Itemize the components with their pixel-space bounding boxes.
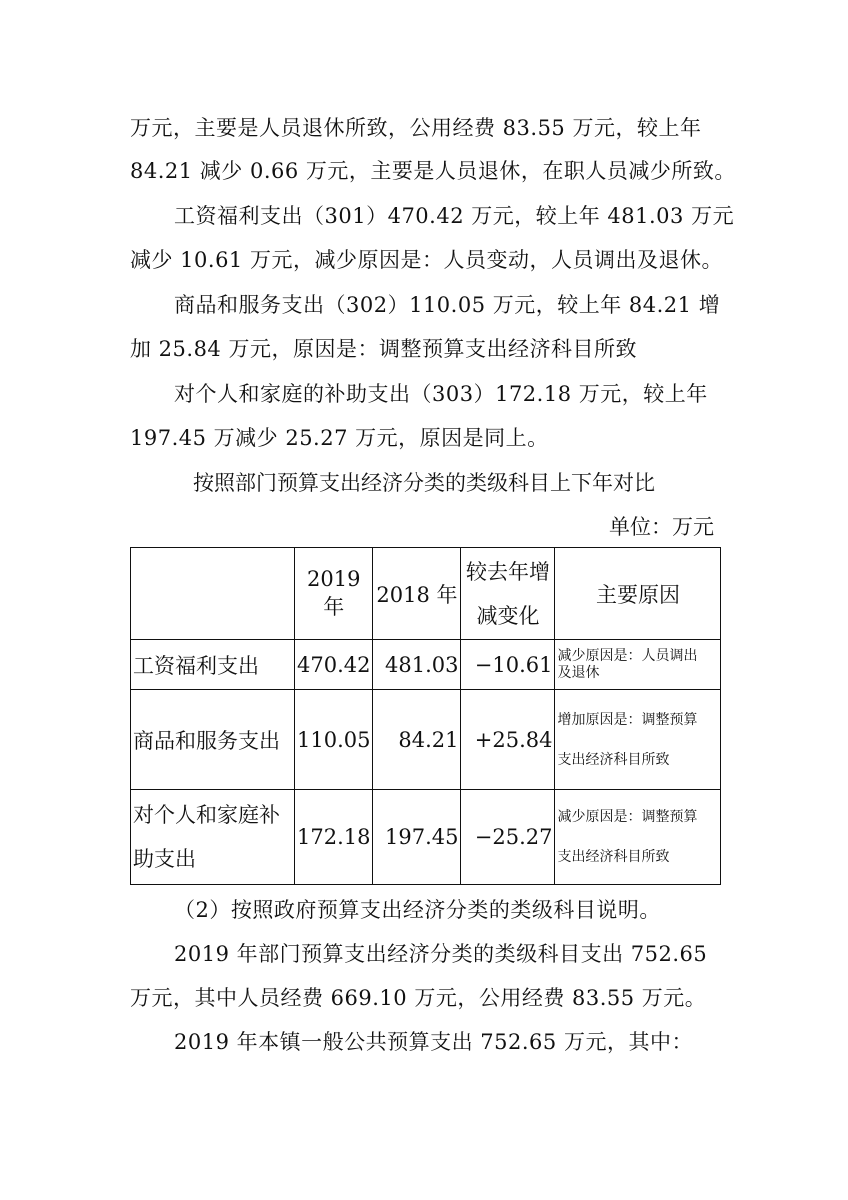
cell-2018: 481.03 [373,640,461,690]
paragraph-line: （2）按照政府预算支出经济分类的类级科目说明。 [174,898,661,922]
paragraph-line: 197.45 万减少 25.27 万元，原因是同上。 [130,426,549,450]
header-reason: 主要原因 [555,548,721,640]
paragraph-line: 2019 年本镇一般公共预算支出 752.65 万元，其中： [174,1030,693,1054]
row-name: 对个人和家庭补 助支出 [131,790,295,885]
table-row [131,640,721,690]
row-name: 工资福利支出 [131,640,295,690]
table-row [131,690,721,790]
paragraph-line: 2019 年部门预算支出经济分类的类级科目支出 752.65 [174,942,708,966]
header-empty [131,548,295,640]
paragraph-line: 加 25.84 万元，原因是：调整预算支出经济科目所致 [130,337,637,361]
comparison-table [130,547,721,885]
cell-change: −10.61 [461,640,555,690]
paragraph-line: 对个人和家庭的补助支出（303）172.18 万元，较上年 [174,382,708,406]
paragraph-line: 84.21 减少 0.66 万元，主要是人员退休，在职人员减少所致。 [130,159,736,183]
cell-2019: 110.05 [295,690,373,790]
cell-reason: 减少原因是：调整预算 支出经济科目所致 [555,790,721,885]
header-2018: 2018 年 [373,548,461,640]
paragraph-line: 工资福利支出（301）470.42 万元，较上年 481.03 万元 [174,204,735,228]
table-unit: 单位：万元 [609,515,714,539]
paragraph-line: 减少 10.61 万元，减少原因是：人员变动，人员调出及退休。 [130,248,723,272]
cell-reason: 减少原因是：人员调出 及退休 [555,640,721,690]
paragraph-line: 商品和服务支出（302）110.05 万元，较上年 84.21 增 [174,293,721,317]
header-2019: 2019 年 [295,548,373,640]
cell-change: −25.27 [461,790,555,885]
row-name: 商品和服务支出 [131,690,295,790]
header-change: 较去年增 减变化 [461,548,555,640]
cell-2019: 470.42 [295,640,373,690]
paragraph-line: 万元，主要是人员退休所致，公用经费 83.55 万元，较上年 [130,116,702,140]
paragraph-line: 万元，其中人员经费 669.10 万元，公用经费 83.55 万元。 [130,986,707,1010]
cell-reason: 增加原因是：调整预算 支出经济科目所致 [555,690,721,790]
table-header-row [131,548,721,640]
table-row [131,790,721,885]
table-title: 按照部门预算支出经济分类的类级科目上下年对比 [193,471,655,495]
cell-2018: 84.21 [373,690,461,790]
cell-2018: 197.45 [373,790,461,885]
cell-change: +25.84 [461,690,555,790]
cell-2019: 172.18 [295,790,373,885]
